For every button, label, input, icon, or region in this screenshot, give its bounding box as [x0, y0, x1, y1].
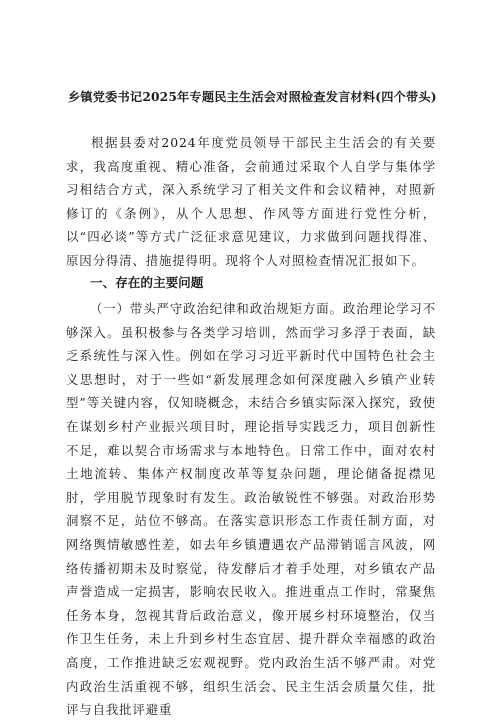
- sub-heading: （一）带头严守政治纪律和政治规矩方面。: [90, 301, 343, 316]
- intro-paragraph: 根据县委对2024年度党员领导干部民主生活会的有关要求，我高度重视、精心准备，会前通过采取个人自学与集体学习相结合方式，深入系统学习了相关文件和会议精神，对照新修订的《条例》，从个人思想、作风等方面进行党性分析，以“四必谈”等方式广泛征求意见建议，力求做到问题找得准、原因分得清、措施提得明。现将个人对照检查情况汇报如下。: [66, 135, 436, 268]
- document-title: 乡镇党委书记2025年专题民主生活会对照检查发言材料(四个带头): [68, 90, 437, 104]
- section-heading: 一、存在的主要问题: [90, 275, 204, 290]
- body-paragraph: [66, 297, 436, 722]
- paragraph-text: 政治理论学习不够深入。虽积极参与各类学习培训，然而学习多浮于表面，缺乏系统性与深入性。例如在学习习近平新时代中国特色社会主义思想时，对于一些如“新发展理念如何深度融入乡镇产业转型”等关键内容，仅知晓概念，未结合乡镇实际深入探究，致使在谋划乡村产业振兴项目时，理论指导实践乏力，项目创新性不足，难以契合市场需求与本地特色。日常工作中，面对农村土地流转、集体产权制度改革等复杂问题，理论储备捉襟见肘，学用脱节现象时有发生。政治敏锐性不够强。对政治形势洞察不足，站位不够高。在落实意识形态工作责任制方面，对网络舆情敏感性差，如去年乡镇遭遇农产品滞销谣言风波，网络传播初期未及时察觉，待发酵后才着手处理，对乡镇农产品声誉造成一定损害，影响农民收入。推进重点工作时，常聚焦任务本身，忽视其背后政治意义，像开展乡村环境整治，仅当作卫生任务，未上升到乡村生态宜居、提升群众幸福感的政治高度，工作推进缺乏宏观视野。党内政治生活不够严肃。对党内政治生活重视不够，组织生活会、民主生活会质量欠佳，批评与自我批评避重: [66, 301, 436, 718]
